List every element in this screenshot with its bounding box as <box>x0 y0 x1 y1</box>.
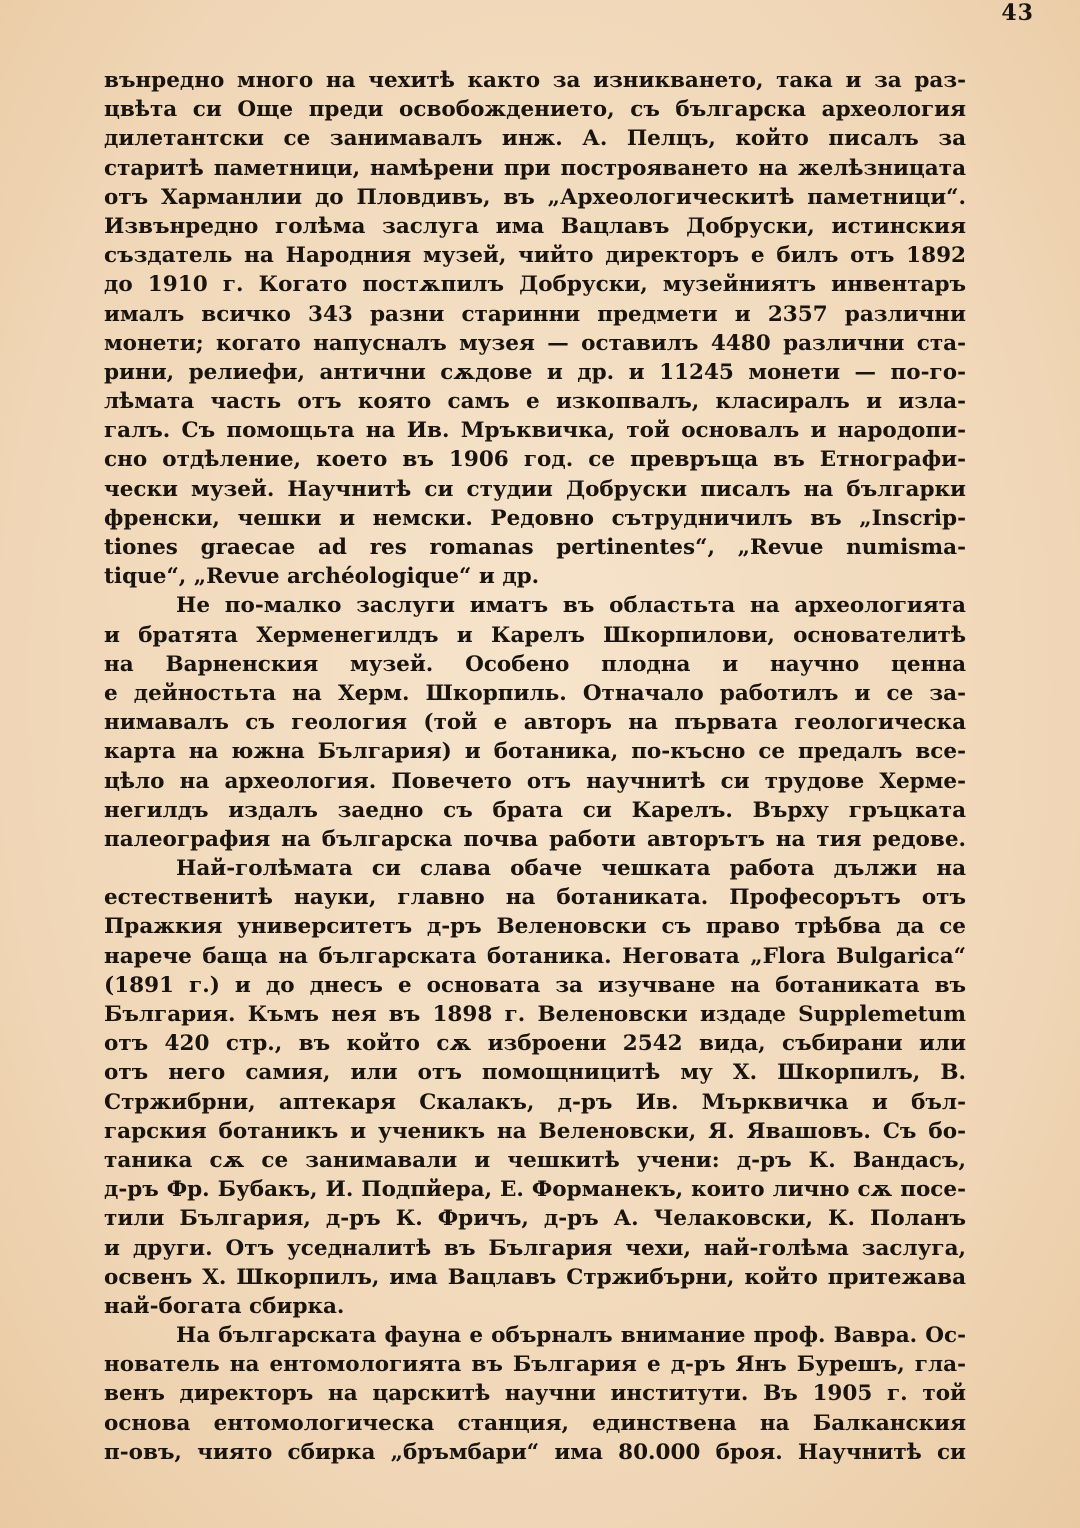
text-line: карта на южна България) и ботаника, по-късно се предалъ все- <box>104 739 966 765</box>
text-line: Извънредно голѣма заслуга има Вацлавъ Добруски, истинския <box>104 213 966 239</box>
text-line: старитѣ паметници, намѣрени при построяването на желѣзницата <box>104 155 966 181</box>
text-line: монети; когато напусналъ музея — оставилъ 4480 различни ста- <box>104 330 966 356</box>
text-line: Стржибрни, аптекаря Скалакъ, д-ръ Ив. Мърквичка и бъл- <box>104 1089 966 1115</box>
text-line: tiones graecae ad res romanas pertinentes“, „Revue numisma- <box>104 535 966 560</box>
text-line: освенъ Х. Шкорпилъ, има Вацлавъ Стржибърни, който притежава <box>104 1264 966 1290</box>
text-line: нователь на ентомологията въ България е д-ръ Янъ Бурешъ, гла- <box>104 1352 966 1378</box>
text-line: България. Къмъ нея въ 1898 г. Веленовски издаде Supplemetum <box>104 1002 966 1027</box>
text-line: п-овъ, чиято сбирка „бръмбари“ има 80.000 броя. Научнитѣ си <box>104 1439 966 1465</box>
text-line: Пражкия университетъ д-ръ Веленовски съ право трѣбва да се <box>104 914 966 940</box>
text-line: и братята Херменегилдъ и Карелъ Шкорпилови, основателитѣ <box>104 622 966 648</box>
text-line: гарския ботаникъ и ученикъ на Веленовски, Я. Явашовъ. Съ бо- <box>104 1118 966 1144</box>
page-number: 43 <box>1001 0 1034 26</box>
text-line: и други. Отъ уседналитѣ въ България чехи, най-голѣма заслуга, <box>104 1235 966 1261</box>
text-line: (1891 г.) и до днесъ е основата за изучване на ботаниката въ <box>104 972 966 998</box>
text-line: сно отдѣление, което въ 1906 год. се превръща въ Етнографи- <box>104 447 966 473</box>
text-line: е дейностьта на Херм. Шкорпиль. Отначало работилъ и се за- <box>104 680 966 706</box>
text-line: естественитѣ науки, главно на ботаниката. Професорътъ отъ <box>104 885 966 911</box>
text-line: най-богата сбирка. <box>104 1293 345 1319</box>
paragraph-start-line: На българската фауна е обърналъ внимание проф. Вавра. Ос- <box>176 1323 966 1349</box>
text-line: отъ него самия, или отъ помощницитѣ му Х. Шкорпилъ, В. <box>104 1060 966 1086</box>
body-text <box>104 66 966 1467</box>
text-line: д-ръ Фр. Бубакъ, И. Подпйера, Е. Форманекъ, които лично сѫ посе- <box>104 1177 966 1203</box>
text-line: лѣмата часть отъ която самъ е изкопвалъ, класиралъ и изла- <box>104 389 966 415</box>
text-line: отъ 420 стр., въ който сѫ изброени 2542 вида, събирани или <box>104 1031 966 1057</box>
text-line: до 1910 г. Когато постѫпилъ Добруски, музейниятъ инвентаръ <box>104 272 966 298</box>
text-line: таника сѫ се занимавали и чешкитѣ учени: д-ръ К. Вандасъ, <box>104 1147 966 1173</box>
text-line: нимавалъ съ геология (той е авторъ на първата геологическа <box>104 710 966 736</box>
text-line: основа ентомологическа станция, единствена на Балканския <box>104 1410 966 1436</box>
text-line: вънредно много на чехитѣ както за изникването, така и за раз- <box>104 68 966 93</box>
text-line: галъ. Съ помощьта на Ив. Мръквичка, той основалъ и народопи- <box>104 418 966 444</box>
text-line: tique“, „Revue archéologique“ и др. <box>104 564 540 590</box>
text-line: на Варненския музей. Особено плодна и научно ценна <box>104 651 966 677</box>
text-line: отъ Харманлии до Пловдивъ, въ „Археологическитѣ паметници“. <box>104 184 966 210</box>
text-line: венъ директоръ на царскитѣ научни институти. Въ 1905 г. той <box>104 1381 966 1407</box>
paragraph-start-line: Не по-малко заслуги иматъ въ областьта на археологията <box>176 593 966 619</box>
text-line: френски, чешки и немски. Редовно сътрудничилъ въ „Inscrip- <box>104 505 966 531</box>
paragraph-start-line: Най-голѣмата си слава обаче чешката работа дължи на <box>176 856 966 882</box>
text-line: нарече баща на българската ботаника. Неговата „Flora Bulgarica“ <box>104 943 966 969</box>
text-line: създатель на Народния музей, чийто директоръ е билъ отъ 1892 <box>104 243 966 269</box>
text-line: цвѣта си Още преди освобождението, съ българска археология <box>104 97 966 123</box>
text-line: рини, релиефи, антични сѫдове и др. и 11245 монети — по-го- <box>104 359 966 385</box>
text-line: тили България, д-ръ К. Фричъ, д-ръ А. Челаковски, К. Поланъ <box>104 1206 966 1232</box>
text-line: чески музей. Научнитѣ си студии Добруски писалъ на българки <box>104 476 966 502</box>
text-line: негилдъ издалъ заедно съ брата си Карелъ. Върху гръцката <box>104 797 966 823</box>
text-line: цѣло на археология. Повечето отъ научнитѣ си трудове Херме- <box>104 768 966 794</box>
text-line: ималъ всичко 343 разни старинни предмети и 2357 различни <box>104 301 966 327</box>
text-line: дилетантски се занимавалъ инж. А. Пелцъ, който писалъ за <box>104 126 966 152</box>
text-line: палеография на българска почва работи авторътъ на тия редове. <box>104 826 966 852</box>
